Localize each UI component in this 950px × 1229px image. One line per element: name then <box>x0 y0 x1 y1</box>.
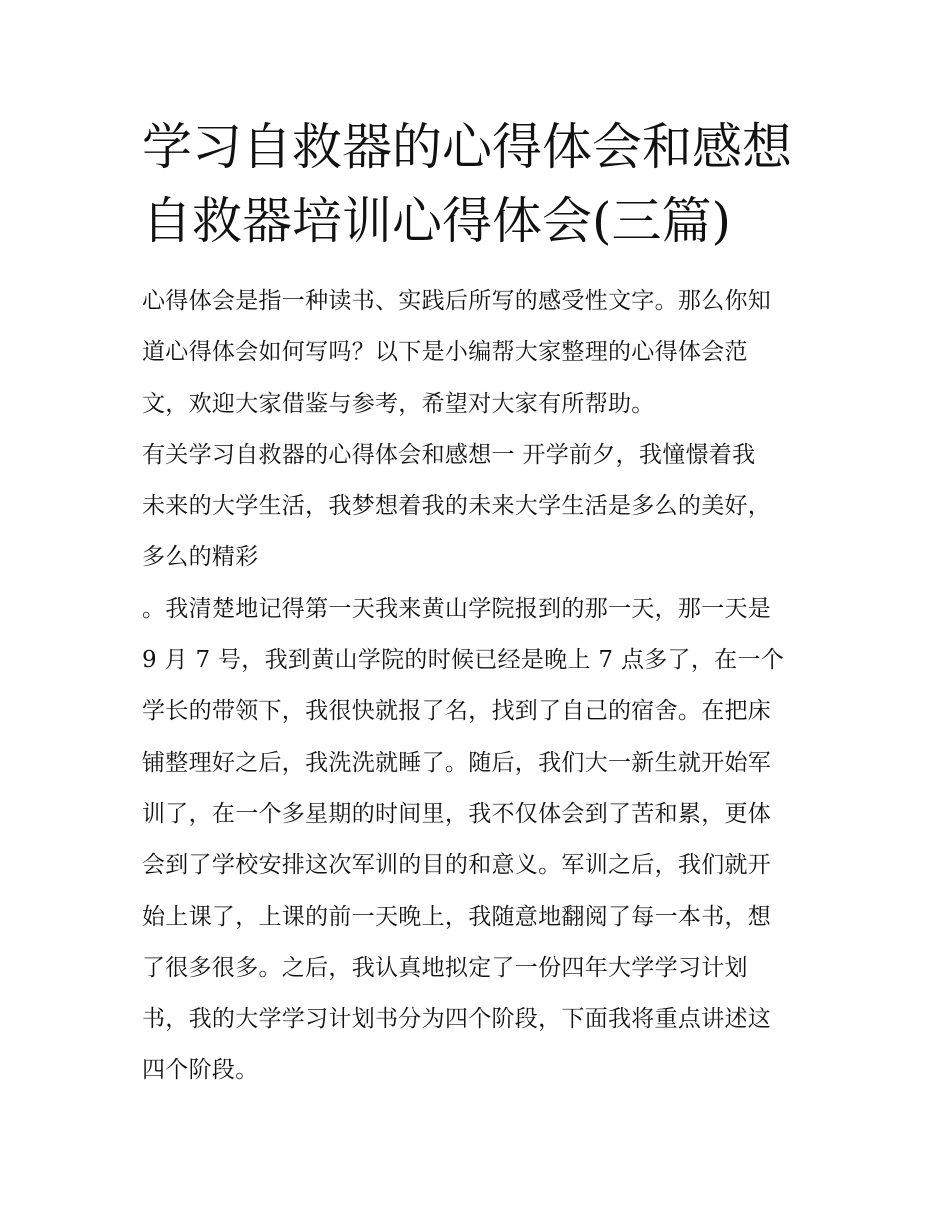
body-line: 书，我的大学学习计划书分为四个阶段，下面我将重点讲述这 <box>142 1006 772 1033</box>
body-line: 训了，在一个多星期的时间里，我不仅体会到了苦和累，更体 <box>142 800 772 827</box>
body-line: 多么的精彩 <box>142 544 259 571</box>
body-line: 心得体会是指一种读书、实践后所写的感受性文字。那么你知 <box>142 288 772 314</box>
document-title <box>142 110 822 258</box>
body-line: 道心得体会如何写吗？以下是小编帮大家整理的心得体会范 <box>142 339 748 366</box>
body-line: 文，欢迎大家借鉴与参考，希望对大家有所帮助。 <box>142 390 655 417</box>
body-line: 始上课了，上课的前一天晚上，我随意地翻阅了每一本书，想 <box>142 903 772 930</box>
body-line: 有关学习自救器的心得体会和感想一 开学前夕，我憧憬着我 <box>142 441 756 468</box>
body-line: 。我清楚地记得第一天我来黄山学院报到的那一天，那一天是 <box>142 595 772 622</box>
title-line: 学习自救器的心得体会和感想 <box>142 118 792 176</box>
body-line: 铺整理好之后，我洗洗就睡了。随后，我们大一新生就开始军 <box>142 749 772 776</box>
body-line: 9 月 7 号，我到黄山学院的时候已经是晚上 7 点多了，在一个 <box>142 647 785 674</box>
body-line: 会到了学校安排这次军训的目的和意义。军训之后，我们就开 <box>142 852 772 879</box>
document-body <box>142 276 814 1097</box>
body-line: 了很多很多。之后，我认真地拟定了一份四年大学学习计划 <box>142 954 748 981</box>
body-line: 未来的大学生活，我梦想着我的未来大学生活是多么的美好， <box>142 493 772 520</box>
title-line: 自救器培训心得体会(三篇) <box>142 192 732 250</box>
body-line: 四个阶段。 <box>142 1057 259 1084</box>
body-line: 学长的带领下，我很快就报了名，找到了自己的宿舍。在把床 <box>142 698 772 725</box>
